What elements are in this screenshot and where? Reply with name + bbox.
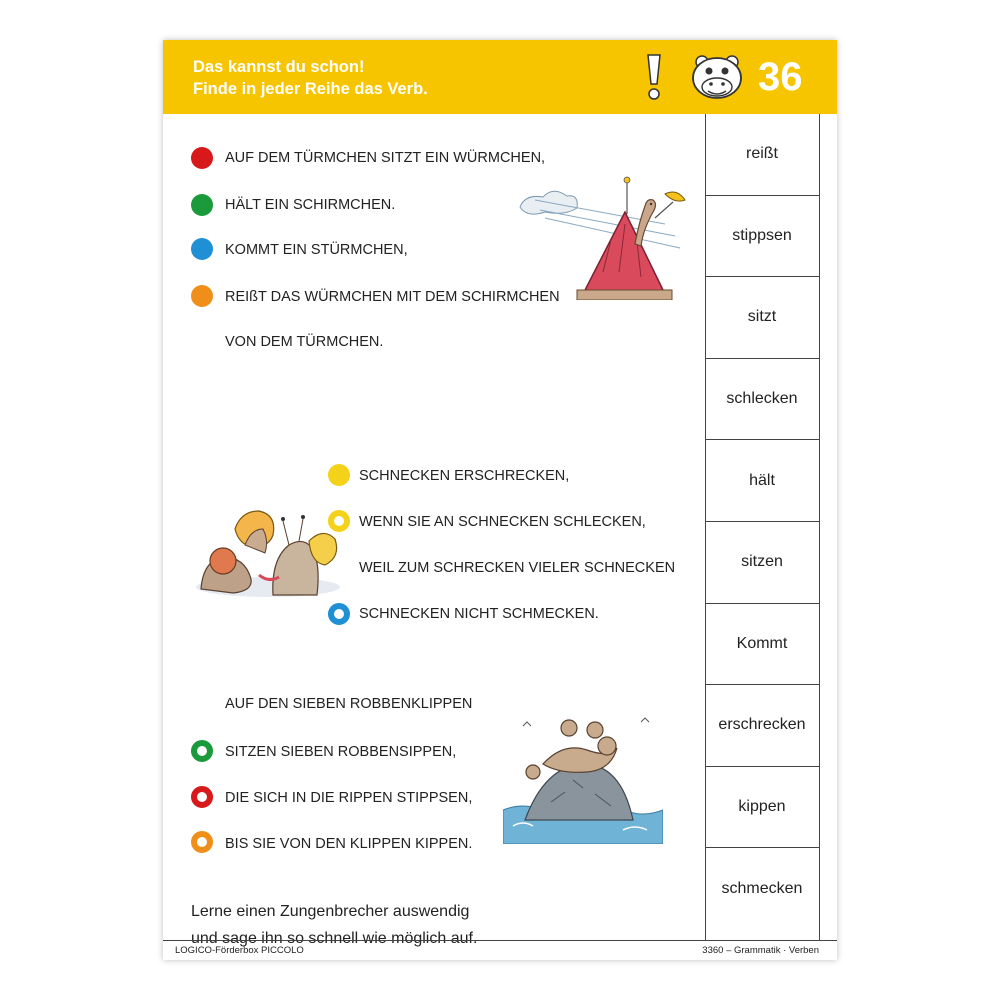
answer-cell: stippsen [705, 196, 819, 278]
title-line-1: Das kannst du schon! [193, 58, 365, 76]
green-solid-dot [191, 194, 213, 216]
worksheet-card [163, 40, 837, 960]
poem-1-line-2: HÄLT EIN SCHIRMCHEN. [225, 197, 396, 213]
poem-3-line-1: AUF DEN SIEBEN ROBBENKLIPPEN [225, 696, 473, 712]
answer-cell: schmecken [721, 880, 803, 898]
header-bar [163, 40, 837, 114]
footer-category: 3360 – Grammatik · Verben [702, 945, 819, 956]
seals-rock-illustration [503, 706, 663, 844]
poem-1-line-4: REIßT DAS WÜRMCHEN MIT DEM SCHIRMCHEN [225, 289, 560, 305]
footer [163, 940, 837, 961]
task-title [193, 56, 428, 100]
poem-2-line-4: SCHNECKEN NICHT SCHMECKEN. [359, 606, 599, 622]
tower-worm-illustration [515, 172, 697, 300]
footer-product: LOGICO-Förderbox PICCOLO [175, 945, 304, 956]
yellow-solid-dot [328, 464, 350, 486]
poem-3-line-4: BIS SIE VON DEN KLIPPEN KIPPEN. [225, 836, 473, 852]
poem-3-line-3: DIE SICH IN DIE RIPPEN STIPPSEN, [225, 790, 473, 806]
red-solid-dot [191, 147, 213, 169]
answer-cell: erschrecken [705, 685, 819, 767]
card-number: 36 [758, 55, 803, 99]
answer-cell: hält [705, 440, 819, 522]
poem-1-line-5: VON DEM TÜRMCHEN. [225, 334, 384, 350]
answer-cell: Kommt [705, 604, 819, 686]
answer-cell: kippen [705, 767, 819, 849]
answer-cell: sitzt [705, 277, 819, 359]
answer-cell: schlecken [705, 359, 819, 441]
exclamation-icon [639, 52, 669, 102]
red-ring-dot [191, 786, 213, 808]
answer-column [705, 114, 820, 940]
poem-2-line-3: WEIL ZUM SCHRECKEN VIELER SCHNECKEN [359, 560, 676, 576]
orange-ring-dot [191, 831, 213, 853]
poem-2-line-1: SCHNECKEN ERSCHRECKEN, [359, 468, 570, 484]
instruction-line-2: und sage ihn so schnell wie möglich auf. [191, 930, 478, 947]
blue-solid-dot [191, 238, 213, 260]
green-ring-dot [191, 740, 213, 762]
answer-cell: reißt [705, 114, 819, 196]
hippo-mascot-icon [688, 50, 746, 106]
title-line-2: Finde in jeder Reihe das Verb. [193, 80, 428, 98]
instruction-line-1: Lerne einen Zungenbrecher auswendig [191, 903, 470, 920]
poem-2-line-2: WENN SIE AN SCHNECKEN SCHLECKEN, [359, 514, 646, 530]
blue-ring-dot [328, 603, 350, 625]
poem-area [163, 114, 706, 947]
answer-cell: sitzen [705, 522, 819, 604]
snails-illustration [193, 499, 343, 599]
poem-3-line-2: SITZEN SIEBEN ROBBENSIPPEN, [225, 744, 457, 760]
poem-1-line-1: AUF DEM TÜRMCHEN SITZT EIN WÜRMCHEN, [225, 150, 546, 166]
orange-solid-dot [191, 285, 213, 307]
poem-1-line-3: KOMMT EIN STÜRMCHEN, [225, 242, 408, 258]
